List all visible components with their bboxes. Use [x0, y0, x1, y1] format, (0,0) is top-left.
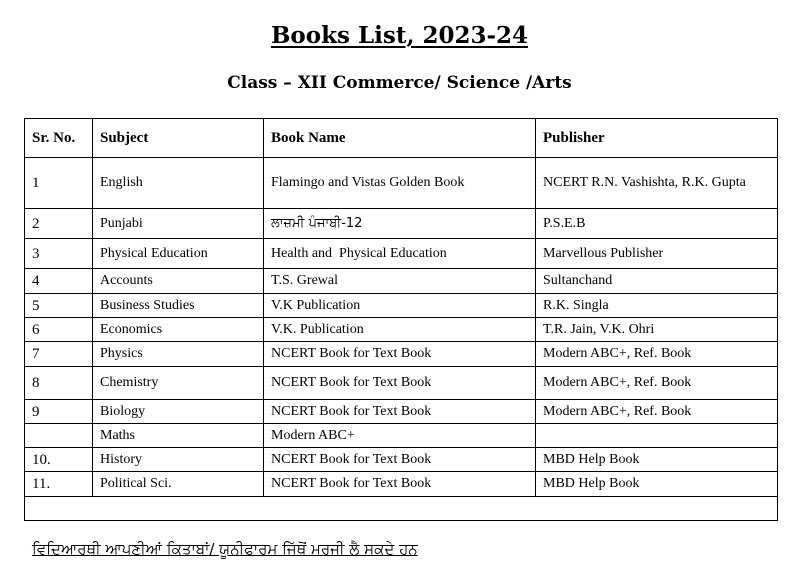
- cell-subject: History: [93, 448, 264, 472]
- table-header-row: [25, 119, 778, 158]
- table-row: [25, 239, 778, 269]
- table-row: [25, 158, 778, 209]
- books-table: [24, 118, 778, 521]
- cell-publisher: T.R. Jain, V.K. Ohri: [536, 318, 778, 342]
- cell-subject: Physics: [93, 342, 264, 367]
- cell-book: V.K. Publication: [264, 318, 536, 342]
- cell-publisher: Modern ABC+, Ref. Book: [536, 367, 778, 400]
- header-subject: Subject: [93, 119, 264, 158]
- cell-sr: 1: [25, 158, 93, 209]
- document-title: Books List, 2023-24: [270, 22, 529, 49]
- cell-book: NCERT Book for Text Book: [264, 472, 536, 497]
- cell-sr: 10.: [25, 448, 93, 472]
- cell-book: NCERT Book for Text Book: [264, 367, 536, 400]
- table-row: [25, 209, 778, 239]
- table-row: [25, 400, 778, 424]
- cell-book: Modern ABC+: [264, 424, 536, 448]
- table-row: [25, 318, 778, 342]
- table-row: [25, 269, 778, 294]
- cell-book: T.S. Grewal: [264, 269, 536, 294]
- cell-subject: Economics: [93, 318, 264, 342]
- empty-table-row: [25, 497, 778, 521]
- cell-sr: 6: [25, 318, 93, 342]
- header-sr-no: Sr. No.: [25, 119, 93, 158]
- table-row: [25, 424, 778, 448]
- cell-sr: 11.: [25, 472, 93, 497]
- cell-publisher: R.K. Singla: [536, 294, 778, 318]
- cell-publisher: Sultanchand: [536, 269, 778, 294]
- cell-book: NCERT Book for Text Book: [264, 448, 536, 472]
- cell-sr: 4: [25, 269, 93, 294]
- cell-sr: 9: [25, 400, 93, 424]
- cell-publisher: MBD Help Book: [536, 472, 778, 497]
- cell-book: NCERT Book for Text Book: [264, 400, 536, 424]
- cell-subject: Accounts: [93, 269, 264, 294]
- empty-cell: [25, 497, 778, 521]
- header-publisher: Publisher: [536, 119, 778, 158]
- cell-sr: 2: [25, 209, 93, 239]
- table-row: [25, 342, 778, 367]
- cell-sr: 3: [25, 239, 93, 269]
- cell-sr: 5: [25, 294, 93, 318]
- cell-publisher: [536, 424, 778, 448]
- cell-sr: [25, 424, 93, 448]
- table-row: [25, 472, 778, 497]
- header-book-name: Book Name: [264, 119, 536, 158]
- cell-publisher: MBD Help Book: [536, 448, 778, 472]
- cell-subject: Chemistry: [93, 367, 264, 400]
- cell-book: V.K Publication: [264, 294, 536, 318]
- cell-book: ਲਾਜ਼ਮੀ ਪੰਜਾਬੀ-12: [264, 209, 536, 239]
- cell-publisher: Modern ABC+, Ref. Book: [536, 400, 778, 424]
- cell-publisher: Modern ABC+, Ref. Book: [536, 342, 778, 367]
- class-subtitle: Class – XII Commerce/ Science /Arts: [227, 73, 572, 93]
- cell-book: Health and Physical Education: [264, 239, 536, 269]
- cell-sr: 7: [25, 342, 93, 367]
- cell-subject: Business Studies: [93, 294, 264, 318]
- cell-publisher: Marvellous Publisher: [536, 239, 778, 269]
- cell-book: NCERT Book for Text Book: [264, 342, 536, 367]
- cell-sr: 8: [25, 367, 93, 400]
- cell-subject: Biology: [93, 400, 264, 424]
- table-row: [25, 367, 778, 400]
- cell-subject: Maths: [93, 424, 264, 448]
- table-row: [25, 294, 778, 318]
- cell-subject: Physical Education: [93, 239, 264, 269]
- cell-publisher: P.S.E.B: [536, 209, 778, 239]
- cell-subject: Political Sci.: [93, 472, 264, 497]
- cell-subject: Punjabi: [93, 209, 264, 239]
- cell-subject: English: [93, 158, 264, 209]
- footer-note: ਵਿਦਿਆਰਥੀ ਆਪਣੀਆਂ ਕਿਤਾਬਾਂ/ ਯੂਨੀਫਾਰਮ ਜਿੱਥੋਂ ਮਰਜੀ ਲੈ ਸਕਦੇ ਹਨ: [32, 540, 418, 558]
- cell-publisher: NCERT R.N. Vashishta, R.K. Gupta: [536, 158, 778, 209]
- cell-book: Flamingo and Vistas Golden Book: [264, 158, 536, 209]
- table-row: [25, 448, 778, 472]
